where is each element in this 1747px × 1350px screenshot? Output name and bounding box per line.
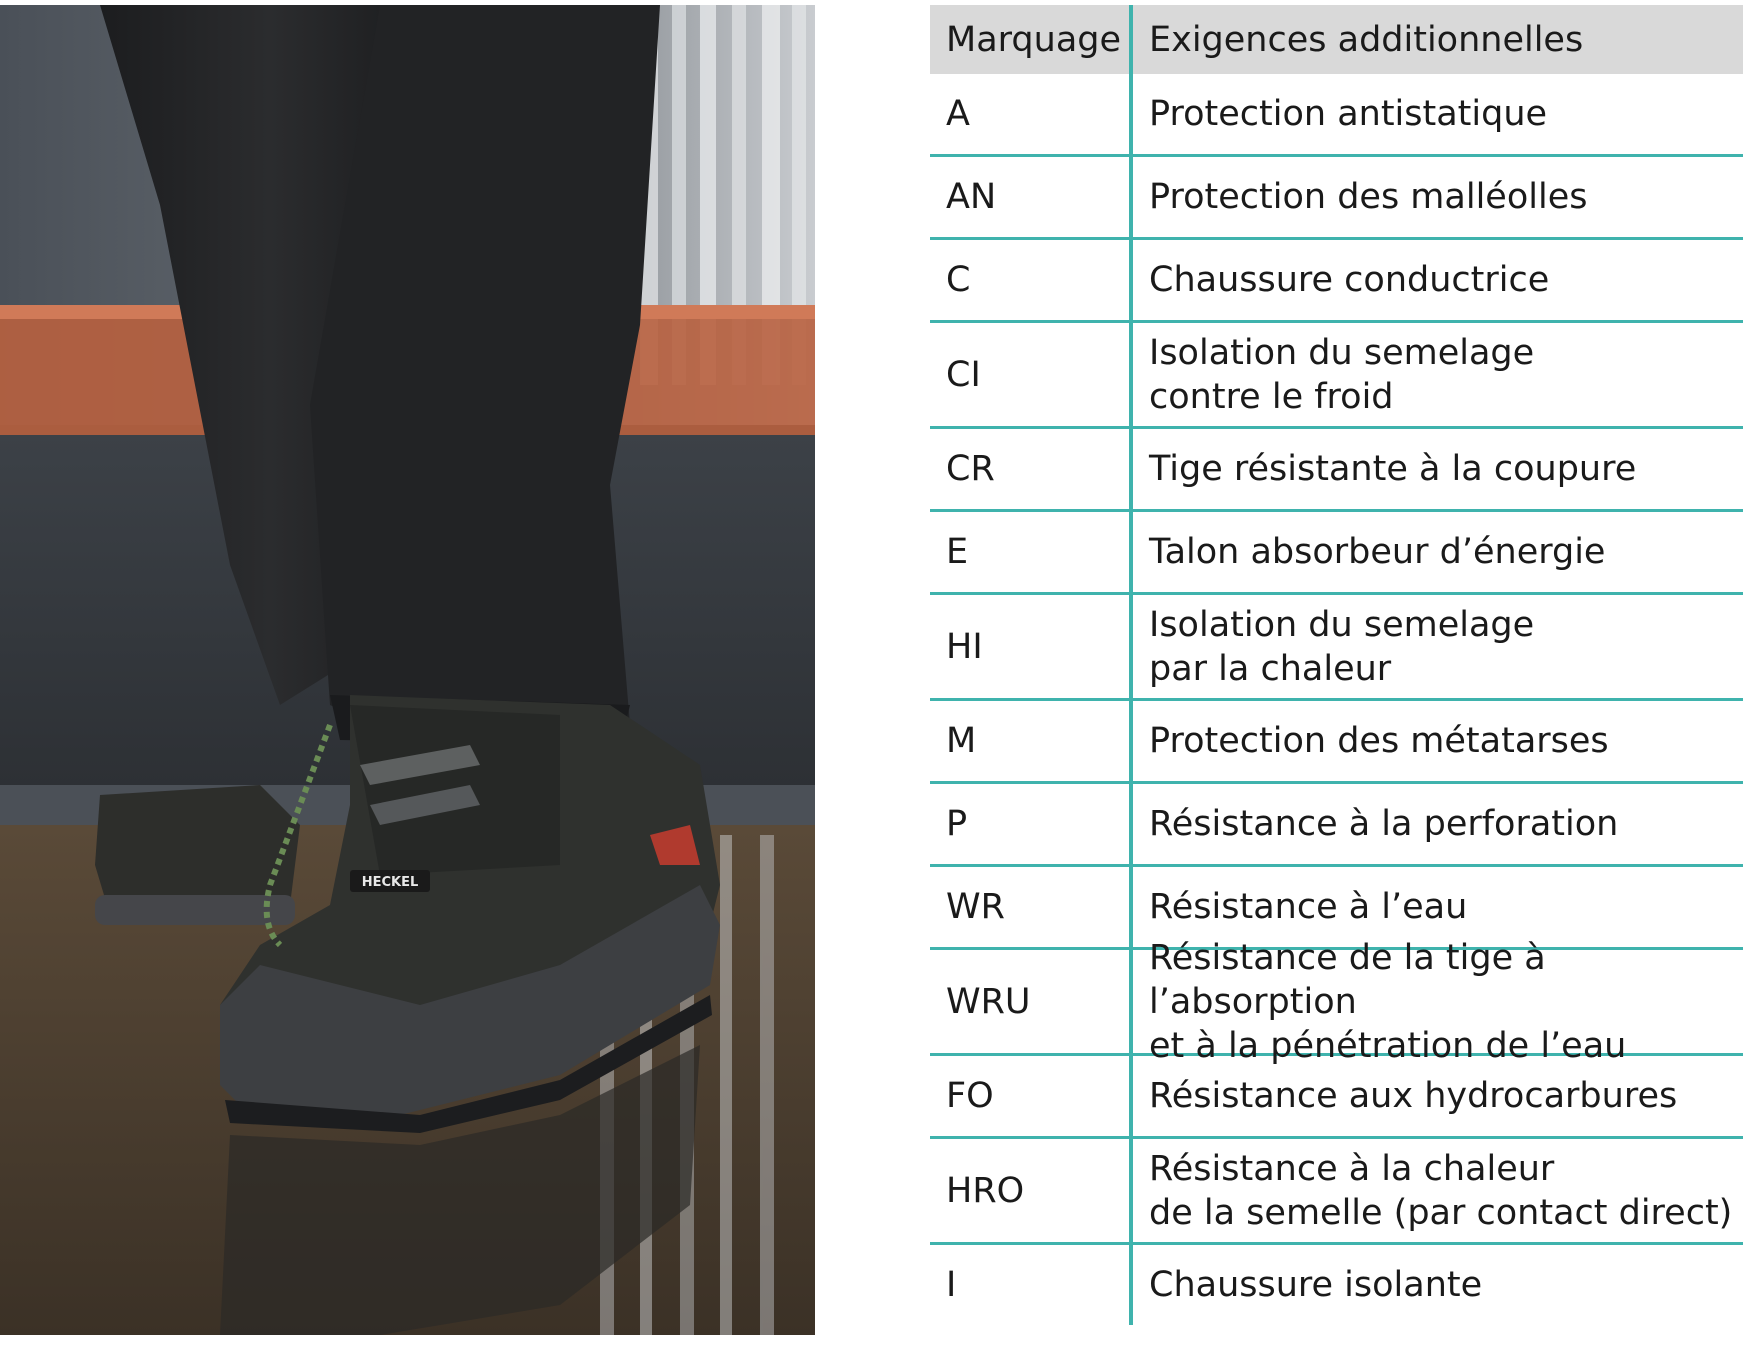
table-header-row bbox=[930, 5, 1743, 74]
description-line: Résistance à la chaleur bbox=[1149, 1148, 1555, 1189]
table-row bbox=[930, 1139, 1743, 1245]
description-line: Résistance à la perforation bbox=[1149, 804, 1619, 844]
safety-boot-photo bbox=[0, 5, 815, 1335]
header-description: Exigences additionnelles bbox=[1149, 19, 1584, 60]
description-line: et à la pénétration de l’eau bbox=[1149, 1025, 1627, 1066]
requirement-description bbox=[1133, 595, 1743, 698]
marking-code: P bbox=[930, 784, 1133, 864]
description-line: Chaussure isolante bbox=[1149, 1265, 1483, 1305]
requirement-description bbox=[1133, 1139, 1743, 1242]
requirement-description bbox=[1133, 937, 1743, 1066]
table-row bbox=[930, 157, 1743, 240]
description-line: Tige résistante à la coupure bbox=[1149, 449, 1637, 489]
marking-code: HI bbox=[930, 595, 1133, 698]
requirement-description bbox=[1133, 701, 1743, 781]
description-line: de la semelle (par contact direct) bbox=[1149, 1192, 1733, 1233]
requirement-description bbox=[1133, 1056, 1743, 1136]
table-row bbox=[930, 701, 1743, 784]
table-row bbox=[930, 74, 1743, 157]
marking-code: CR bbox=[930, 429, 1133, 509]
requirement-description bbox=[1133, 1245, 1743, 1325]
description-line: Chaussure conductrice bbox=[1149, 260, 1550, 300]
table-row bbox=[930, 1245, 1743, 1325]
requirement-description bbox=[1133, 512, 1743, 592]
table-row bbox=[930, 937, 1743, 1066]
marking-code: CI bbox=[930, 323, 1133, 426]
marking-code: WRU bbox=[930, 950, 1133, 1053]
table-body bbox=[930, 74, 1743, 1325]
description-line: Protection antistatique bbox=[1149, 94, 1548, 134]
marking-code: M bbox=[930, 701, 1133, 781]
requirement-description bbox=[1133, 323, 1743, 426]
header-code: Marquage bbox=[930, 5, 1133, 74]
table-row bbox=[930, 323, 1743, 429]
description-line: Isolation du semelage bbox=[1149, 604, 1535, 645]
marking-code: WR bbox=[930, 867, 1133, 947]
requirement-description bbox=[1133, 74, 1743, 154]
marking-code: E bbox=[930, 512, 1133, 592]
marking-code: AN bbox=[930, 157, 1133, 237]
brand-mark: HECKEL bbox=[361, 875, 419, 890]
table-row bbox=[930, 429, 1743, 512]
table-row bbox=[930, 595, 1743, 701]
marking-requirements-table bbox=[930, 5, 1743, 1325]
requirement-description bbox=[1133, 784, 1743, 864]
description-line: Résistance de la tige à l’absorption bbox=[1149, 937, 1546, 1022]
description-line: Protection des malléolles bbox=[1149, 177, 1588, 217]
description-line: Talon absorbeur d’énergie bbox=[1149, 532, 1606, 572]
marking-code: C bbox=[930, 240, 1133, 320]
boot-illustration bbox=[0, 5, 815, 1335]
description-line: Résistance aux hydrocarbures bbox=[1149, 1076, 1678, 1116]
description-line: contre le froid bbox=[1149, 376, 1394, 417]
table-row bbox=[930, 784, 1743, 867]
description-line: Résistance à l’eau bbox=[1149, 887, 1468, 927]
marking-code: I bbox=[930, 1245, 1133, 1325]
requirement-description bbox=[1133, 157, 1743, 237]
marking-code: FO bbox=[930, 1056, 1133, 1136]
description-line: par la chaleur bbox=[1149, 648, 1392, 689]
table-row bbox=[930, 240, 1743, 323]
requirement-description bbox=[1133, 429, 1743, 509]
requirement-description bbox=[1133, 240, 1743, 320]
description-line: Protection des métatarses bbox=[1149, 721, 1609, 761]
table-row bbox=[930, 512, 1743, 595]
description-line: Isolation du semelage bbox=[1149, 332, 1535, 373]
table-row bbox=[930, 1056, 1743, 1139]
marking-code: HRO bbox=[930, 1139, 1133, 1242]
marking-code: A bbox=[930, 74, 1133, 154]
